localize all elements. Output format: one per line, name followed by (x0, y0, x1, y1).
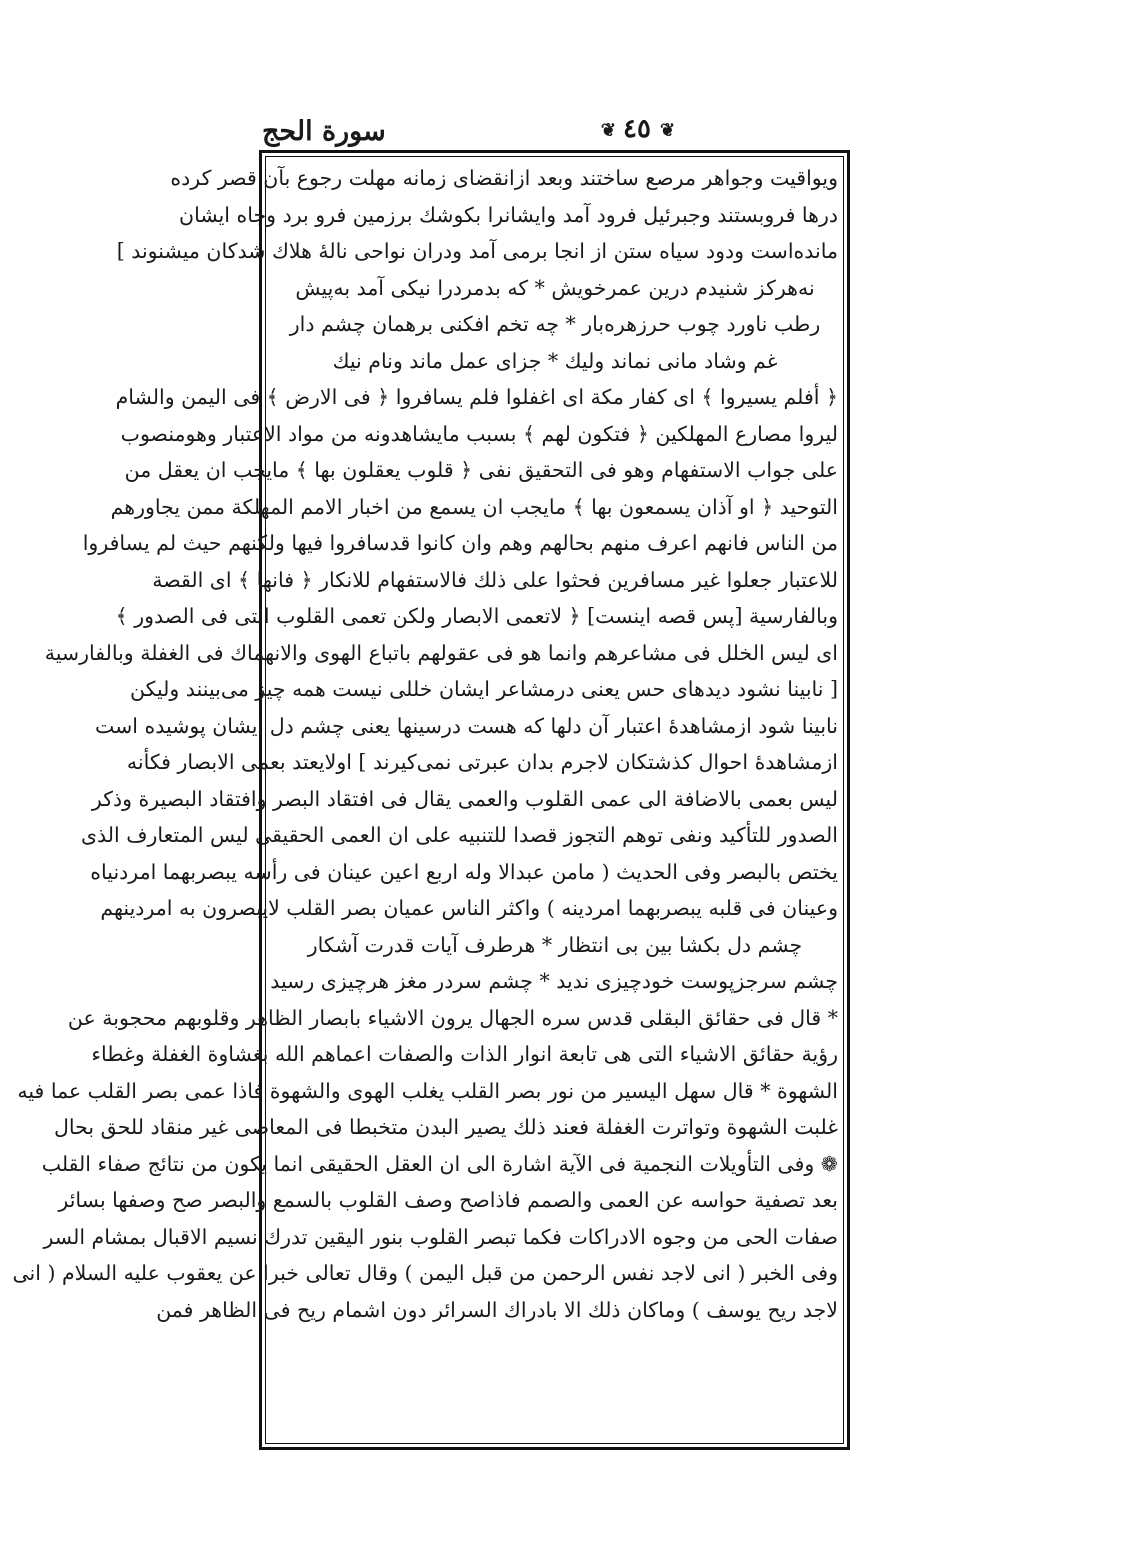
text-line: [ نابينا نشود ديدهاى حس يعنى درمشاعر ايشان خللى نيست همه چيز مى‌بينند وليكن (130, 677, 838, 701)
text-line: على جواب الاستفهام وهو فى التحقيق نفى ﴿ قلوب يعقلون بها ﴾ مايجب ان يعقل من (124, 458, 838, 482)
page-number-group (562, 114, 712, 144)
text-line: وبالفارسية [پس قصه اينست] ﴿ لاتعمى الابصار ولكن تعمى القلوب التى فى الصدور ﴾ (115, 604, 838, 628)
text-line: ليس بعمى بالاضافة الى عمى القلوب والعمى يقال فى افتقاد البصر وافتقاد البصيرة وذكر (91, 786, 838, 811)
text-line: ويواقيت وجواهر مرصع ساختند وبعد ازانقضاى زمانه مهلت رجوع بآن قصر كرده (170, 166, 838, 190)
text-line: لاجد ريح يوسف ) وماكان ذلك الا بادراك السرائر دون اشمام ريح فى الظاهر فمن (156, 1297, 838, 1322)
page-header (262, 112, 862, 152)
text-line: درها فروبستند وجبرئيل فرود آمد وايشانرا بكوشك برزمين فرو برد وجاه ايشان (179, 202, 838, 227)
text-line: وعينان فى قلبه يبصربهما امردينه ) واكثر الناس عميان بصر القلب لايبصرون به امردينهم (100, 896, 838, 920)
text-line: بعد تصفية حواسه عن العمى والصمم فاذاصح وصف القلوب بالسمع والبصر صح وصفها بسائر (58, 1188, 838, 1212)
text-line: ازمشاهدهٔ احوال كذشتكان لاجرم بدان عبرتى نمى‌كيرند ] اولايعتد بعمى الابصار فكأنه (126, 750, 838, 774)
text-line: غلبت الشهوة وتواترت الغفلة فعند ذلك يصير البدن متخبطا فى المعاصى غير منقاد للحق بحال (54, 1115, 838, 1139)
text-line: الصدور للتأكيد ونفى توهم التجوز قصدا للتنبيه على ان العمى الحقيقى ليس المتعارف الذى (80, 823, 838, 847)
page-number: ٤٥ (623, 114, 651, 144)
text-line: ❁ وفى التأويلات النجمية فى الآية اشارة الى ان العقل الحقيقى انما يكون من نتائج صفاء القلب (41, 1151, 838, 1176)
text-line: من الناس فانهم اعرف منهم بحالهم وهم وان كانوا قدسافروا فيها ولكنهم حيث لم يسافروا (82, 531, 838, 555)
text-line: الشهوة * قال سهل اليسير من نور بصر القلب يغلب الهوى والشهوة فاذا عمى بصر القلب عما فيه (17, 1078, 838, 1103)
text-line: للاعتبار جعلوا غير مسافرين فحثوا على ذلك فالاستفهام للانكار ﴿ فانها ﴾ اى القصة (152, 567, 838, 592)
text-line: رؤية حقائق الاشياء التى هى تابعة انوار الذات والصفات اعماهم الله بغشاوة الغفلة وغطاء (91, 1042, 838, 1066)
text-line: يختص بالبصر وفى الحديث ( مامن عبدالا وله اربع اعين عينان فى رأسه يبصربهما امردنياه (90, 859, 838, 884)
main-text-block (12, 160, 838, 1440)
verse-line: رطب ناورد چوب حرزهره‌بار * چه تخم افكنى برهمان چشم دار (289, 312, 821, 336)
text-line: صفات الحى من وجوه الادراكات فكما تبصر القلوب بنور اليقين تدرك نسيم الاقبال بمشام السر (43, 1224, 838, 1249)
text-line: نابينا شود ازمشاهدهٔ اعتبار آن دلها كه هست درسينها يعنى چشم دل ايشان پوشيده است (95, 713, 838, 738)
surah-title: سورة الحج (262, 116, 386, 147)
text-line: ليروا مصارع المهلكين ﴿ فتكون لهم ﴾ بسبب مايشاهدونه من مواد الاعتبار وهومنصوب (120, 421, 838, 446)
ornament-left-icon: ❦ (600, 119, 614, 141)
verse-line: غم وشاد مانى نماند وليك * جزاى عمل ماند ونام نيك (332, 348, 778, 373)
text-line: مانده‌است ودود سياه ستن از انجا برمى آمد ودران نواحى نالهٔ هلاك شدكان ميشنوند ] (116, 239, 838, 263)
text-line: اى ليس الخلل فى مشاعرهم وانما هو فى عقولهم باتباع الهوى والانهماك فى الغفلة وبالفارسية (44, 640, 838, 665)
text-line: وفى الخبر ( انى لاجد نفس الرحمن من قبل اليمن ) وقال تعالى خبرا عن يعقوب عليه السلام ( انى (12, 1261, 838, 1285)
verse-line: چشم سرجزپوست خودچيزى نديد * چشم سردر مغز هرچيزى رسيد (270, 969, 838, 993)
text-line: ﴿ أفلم يسيروا ﴾ اى كفار مكة اى اغفلوا فلم يسافروا ﴿ فى الارض ﴾ فى اليمن والشام (115, 385, 838, 409)
ornament-right-icon: ❦ (660, 119, 674, 141)
text-line: * قال فى حقائق البقلى قدس سره الجهال يرون الاشياء بابصار الظاهر وقلوبهم محجوبة عن (67, 1005, 838, 1030)
verse-line: نه‌هركز شنيدم درين عمرخويش * كه بدمردرا نيكى آمد به‌پيش (295, 275, 815, 300)
text-line: التوحيد ﴿ او آذان يسمعون بها ﴾ مايجب ان يسمع من اخبار الامم المهلكة ممن يجاورهم (110, 494, 838, 519)
verse-line: چشم دل بكشا بين بى انتظار * هرطرف آيات قدرت آشكار (307, 932, 803, 957)
